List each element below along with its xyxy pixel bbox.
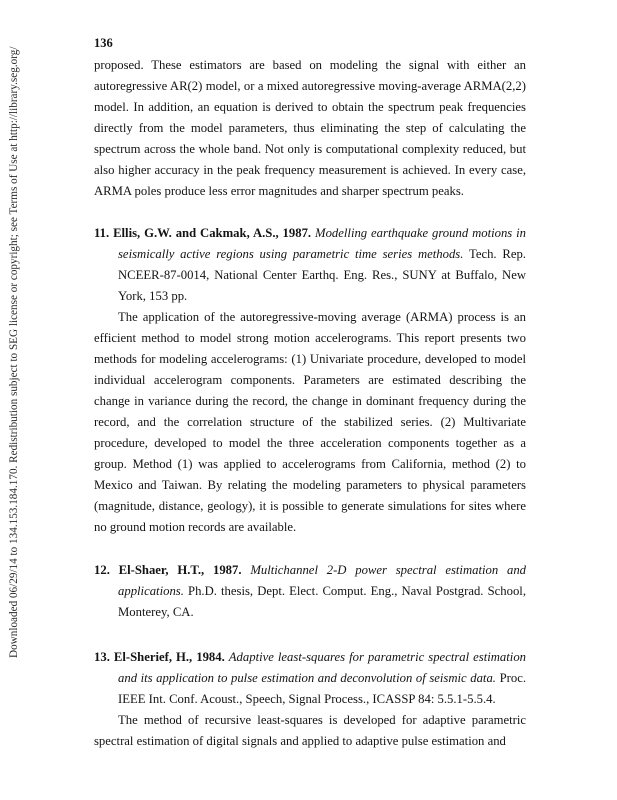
reference-source: Tech. Rep. NCEER-87-0014, National Center Earthq. Eng. Res., SUNY at Buffalo, New York, 153 pp.: [118, 247, 526, 303]
reference-11: [94, 223, 526, 538]
reference-abstract: The method of recursive least-squares is developed for adaptive parametric spectral estimation of digital signals and applied to adaptive pulse estimation and: [94, 713, 526, 748]
reference-12: [94, 560, 526, 623]
download-notice: Downloaded 06/29/14 to 134.153.184.170. Redistribution subject to SEG license or copyright; see Terms of Use at http://library.seg.org/: [8, 46, 20, 658]
reference-abstract: The application of the autoregressive-moving average (ARMA) process is an efficient method to model strong motion accelerograms. This report presents two methods for modeling accelerograms: (1) Univariate procedure, developed to model individual accelerogram components. Parameters are estimated describing the change in variance during the record, the change in dominant frequency during the record, and the correlation structure of the stabilized series. (2) Multivariate procedure, developed to model the three acceleration components together as a group. Method (1) was applied to accelerograms from California, method (2) to Mexico and Taiwan. By relating the modeling parameters to physical parameters (magnitude, distance, geology), it is possible to generate simulations for sites where no ground motion records are available.: [94, 310, 526, 534]
reference-13: [94, 647, 526, 752]
reference-number: 12.: [94, 563, 110, 577]
reference-number: 13.: [94, 650, 110, 664]
reference-citation: [94, 560, 526, 623]
intro-section: [94, 55, 526, 202]
reference-authors: El-Sherief, H., 1984.: [113, 650, 225, 664]
reference-title: Modelling earthquake ground motions in seismically active regions using parametric time series methods.: [118, 226, 526, 261]
reference-title: Adaptive least-squares for parametric spectral estimation and its application to pulse estimation and deconvolution of seismic data.: [118, 650, 527, 685]
reference-authors: El-Shaer, H.T., 1987.: [118, 563, 242, 577]
page-number: 136: [94, 36, 113, 50]
reference-authors: Ellis, G.W. and Cakmak, A.S., 1987.: [113, 226, 312, 240]
reference-title: Multichannel 2-D power spectral estimation and applications.: [118, 563, 527, 598]
reference-citation: [94, 223, 526, 307]
reference-number: 11.: [94, 226, 110, 240]
reference-citation: [94, 647, 526, 710]
reference-source: Ph.D. thesis, Dept. Elect. Comput. Eng., Naval Postgrad. School, Monterey, CA.: [118, 584, 526, 619]
reference-source: Proc. IEEE Int. Conf. Acoust., Speech, Signal Process., ICASSP 84: 5.5.1-5.5.4.: [118, 671, 527, 706]
intro-paragraph: proposed. These estimators are based on modeling the signal with either an autoregressive AR(2) model, or a mixed autoregressive moving-average ARMA(2,2) model. In addition, an equation is derived to obtain the spectrum peak frequencies directly from the model parameters, thus eliminating the step of calculating the spectrum across the whole band. Not only is computational complexity reduced, but also higher accuracy in the peak frequency measurement is achieved. In every case, ARMA poles produce less error magnitudes and sharper spectrum peaks.: [94, 58, 526, 198]
